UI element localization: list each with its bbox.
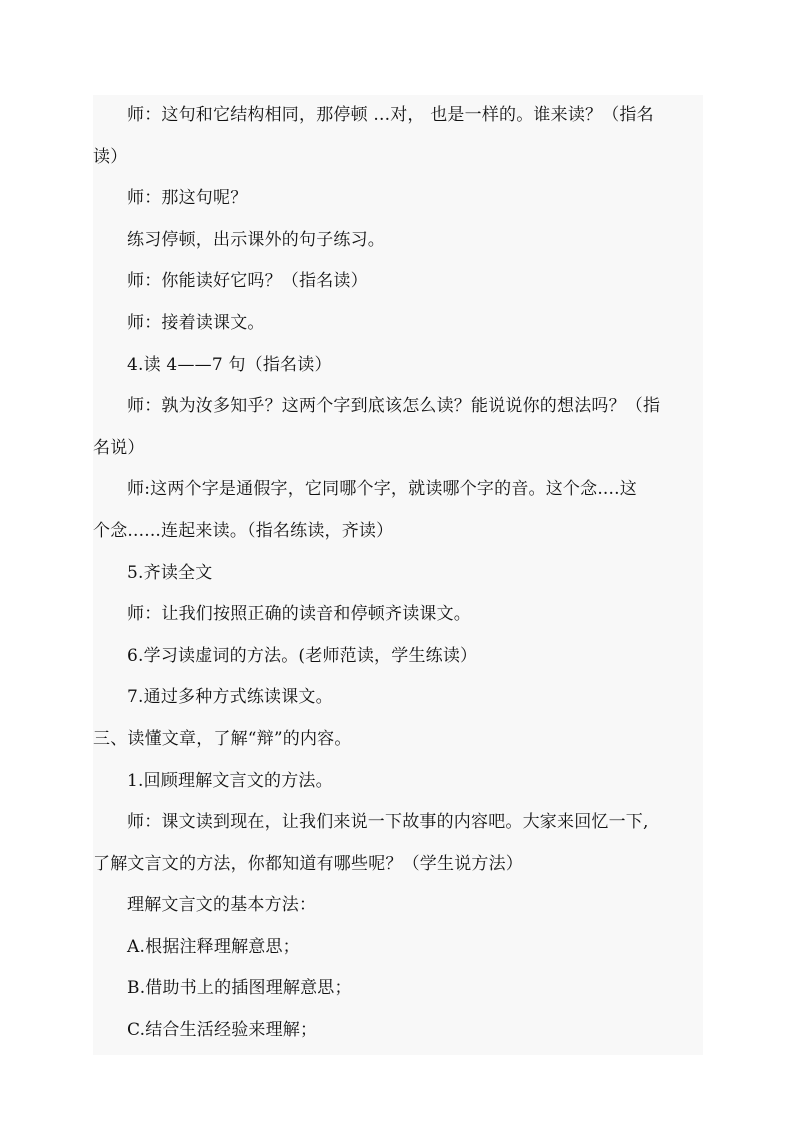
text-line: 7.通过多种方式练读课文。 [127, 687, 333, 708]
text-line: 个念......连起来读。（指名练读，齐读） [93, 520, 394, 541]
text-line: 1.回顾理解文言文的方法。 [127, 770, 333, 791]
text-line: 师：接着读课文。 [127, 312, 265, 333]
document-page [93, 95, 703, 1055]
text-line: 师：让我们按照正确的读音和停顿齐读课文。 [127, 604, 471, 625]
text-line: 了解文言文的方法，你都知道有哪些呢？（学生说方法） [93, 853, 523, 874]
text-line: 4.读 4——7 句（指名读） [127, 354, 332, 375]
list-item: B.借助书上的插图理解意思； [127, 978, 352, 999]
text-line: 练习停顿，出示课外的句子练习。 [127, 229, 385, 250]
list-item: C.结合生活经验来理解； [127, 1020, 318, 1041]
text-line: 师：孰为汝多知乎？这两个字到底该怎么读？能说说你的想法吗？（指 [127, 396, 661, 417]
text-line: 理解文言文的基本方法： [127, 895, 317, 916]
section-heading: 三、读懂文章，了解“辩”的内容。 [93, 728, 352, 749]
text-line: 名说） [93, 437, 145, 458]
text-line: 读） [93, 146, 128, 167]
text-line: 师：你能读好它吗？（指名读） [127, 271, 368, 292]
text-line: 5.齐读全文 [127, 562, 213, 583]
text-line: 6.学习读虚词的方法。(老师范读，学生练读） [127, 645, 478, 666]
text-line: 师：课文读到现在，让我们来说一下故事的内容吧。大家来回忆一下, [127, 812, 649, 833]
list-item: A.根据注释理解意思； [127, 936, 300, 957]
text-line: 师：这句和它结构相同，那停顿 ...对， 也是一样的。谁来读？（指名 [127, 105, 654, 125]
text-line: 师：那这句呢？ [127, 188, 248, 209]
text-line: 师:这两个字是通假字，它同哪个字，就读哪个字的音。这个念....这 [127, 479, 637, 500]
